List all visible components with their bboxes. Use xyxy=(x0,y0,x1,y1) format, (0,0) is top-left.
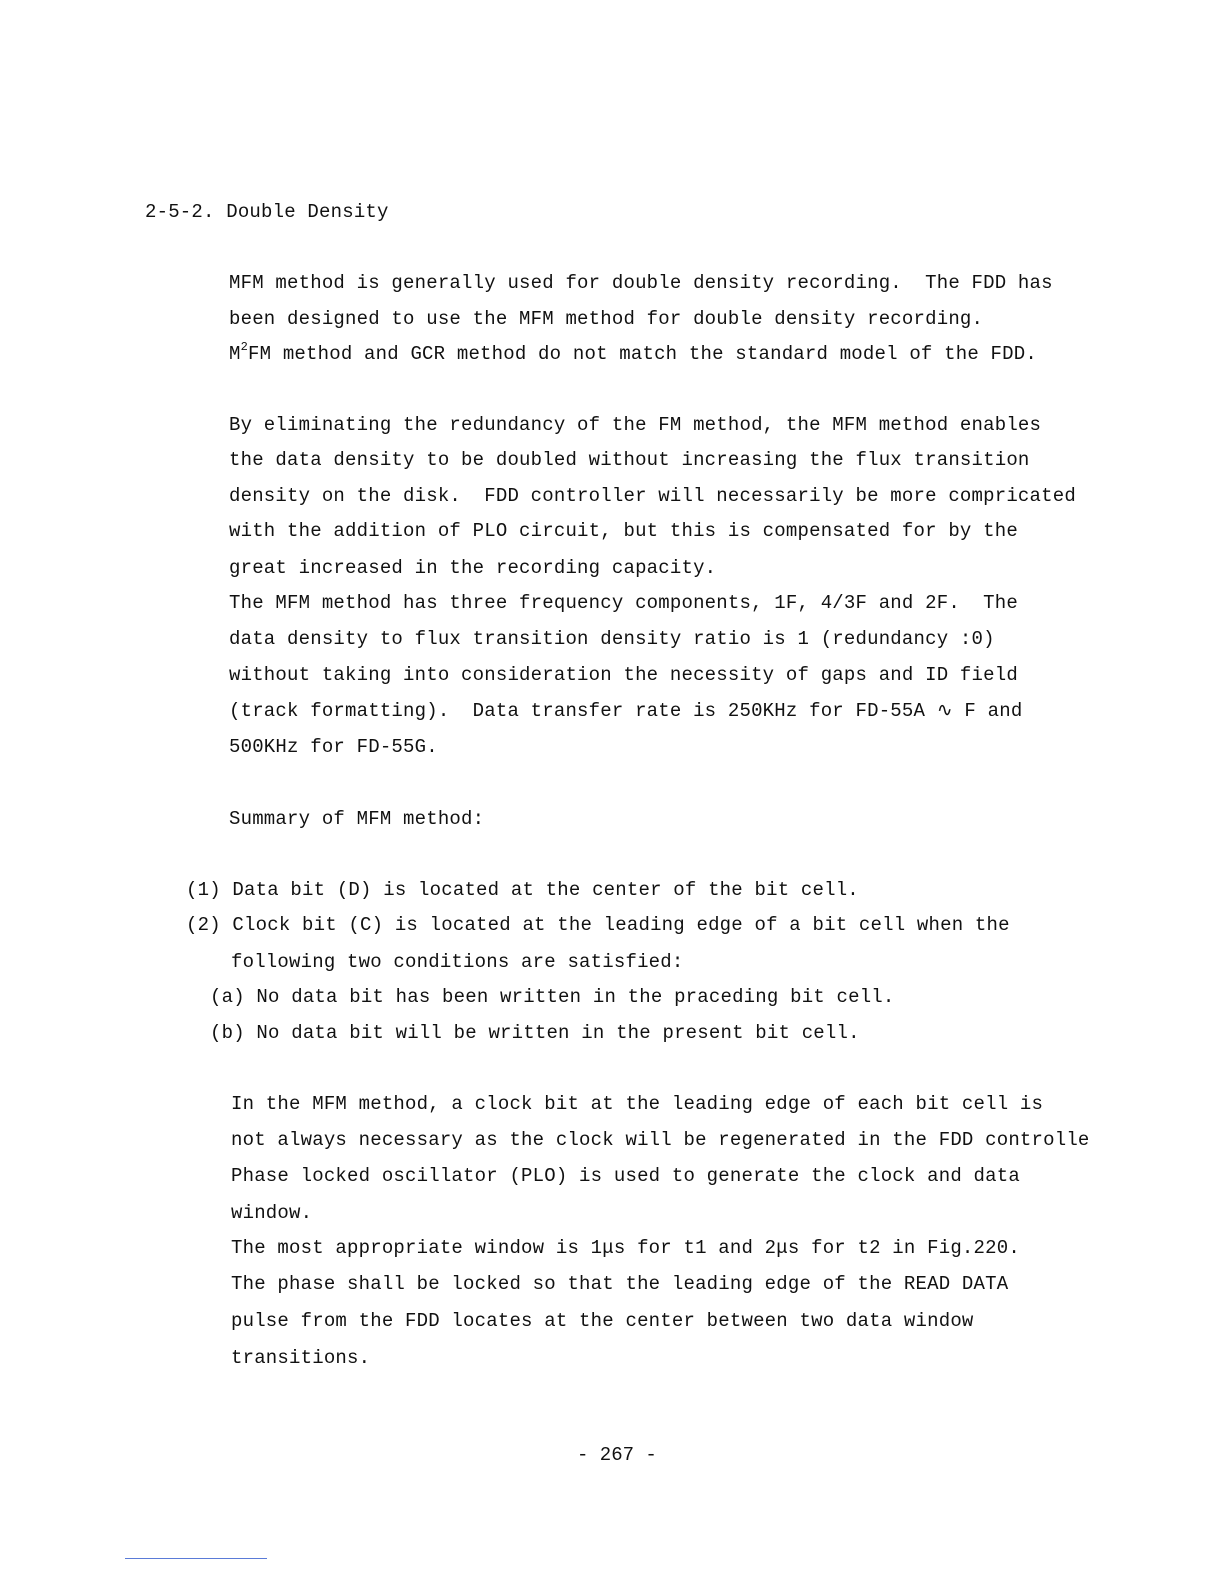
section-heading: 2-5-2. Double Density xyxy=(145,201,389,223)
paragraph-3-line-3: Phase locked oscillator (PLO) is used to generate the clock and data xyxy=(231,1165,1020,1187)
paragraph-1-line-1: MFM method is generally used for double density recording. The FDD has xyxy=(229,272,1053,294)
paragraph-3-line-2: not always necessary as the clock will be regenerated in the FDD controlle xyxy=(231,1129,1090,1151)
paragraph-2-line-5: great increased in the recording capacity. xyxy=(229,557,717,579)
paragraph-2-line-2: the data density to be doubled without increasing the flux transition xyxy=(229,449,1030,471)
sub-item-b: (b) No data bit will be written in the present bit cell. xyxy=(210,1022,860,1044)
paragraph-2-line-1: By eliminating the redundancy of the FM method, the MFM method enables xyxy=(229,414,1042,436)
paragraph-2-line-8: without taking into consideration the necessity of gaps and ID field xyxy=(229,664,1018,686)
paragraph-3-line-7: pulse from the FDD locates at the center between two data window xyxy=(231,1310,974,1332)
line-3-rest: FM method and GCR method do not match the standard model of the FDD. xyxy=(248,343,1037,365)
list-item-1: (1) Data bit (D) is located at the center of the bit cell. xyxy=(186,879,859,901)
paragraph-2-line-9: (track formatting). Data transfer rate is 250KHz for FD-55A ∿ F and xyxy=(229,700,1023,722)
sub-item-a: (a) No data bit has been written in the praceding bit cell. xyxy=(210,986,895,1008)
page-number: - 267 - xyxy=(577,1444,657,1466)
paragraph-2-line-10: 500KHz for FD-55G. xyxy=(229,736,438,758)
paragraph-1-line-3 xyxy=(229,342,1037,366)
paragraph-3-line-4: window. xyxy=(231,1202,313,1224)
m-letter: M xyxy=(229,343,241,365)
paragraph-2-line-3: density on the disk. FDD controller will necessarily be more compricated xyxy=(229,485,1076,507)
paragraph-3-line-1: In the MFM method, a clock bit at the leading edge of each bit cell is xyxy=(231,1093,1044,1115)
paragraph-2-line-6: The MFM method has three frequency components, 1F, 4/3F and 2F. The xyxy=(229,592,1018,614)
list-item-2: (2) Clock bit (C) is located at the leading edge of a bit cell when the xyxy=(186,914,1010,936)
superscript-2: 2 xyxy=(240,340,249,354)
paragraph-2-line-7: data density to flux transition density ratio is 1 (redundancy :0) xyxy=(229,628,995,650)
paragraph-1-line-2: been designed to use the MFM method for double density recording. xyxy=(229,308,984,330)
paragraph-3-line-8: transitions. xyxy=(231,1347,371,1369)
list-item-2-continuation: following two conditions are satisfied: xyxy=(231,951,684,973)
paragraph-2-line-4: with the addition of PLO circuit, but this is compensated for by the xyxy=(229,520,1018,542)
bottom-rule xyxy=(125,1558,267,1559)
paragraph-3-line-5: The most appropriate window is 1μs for t1 and 2μs for t2 in Fig.220. xyxy=(231,1237,1020,1259)
paragraph-3-line-6: The phase shall be locked so that the leading edge of the READ DATA xyxy=(231,1273,1009,1295)
summary-title: Summary of MFM method: xyxy=(229,808,485,830)
